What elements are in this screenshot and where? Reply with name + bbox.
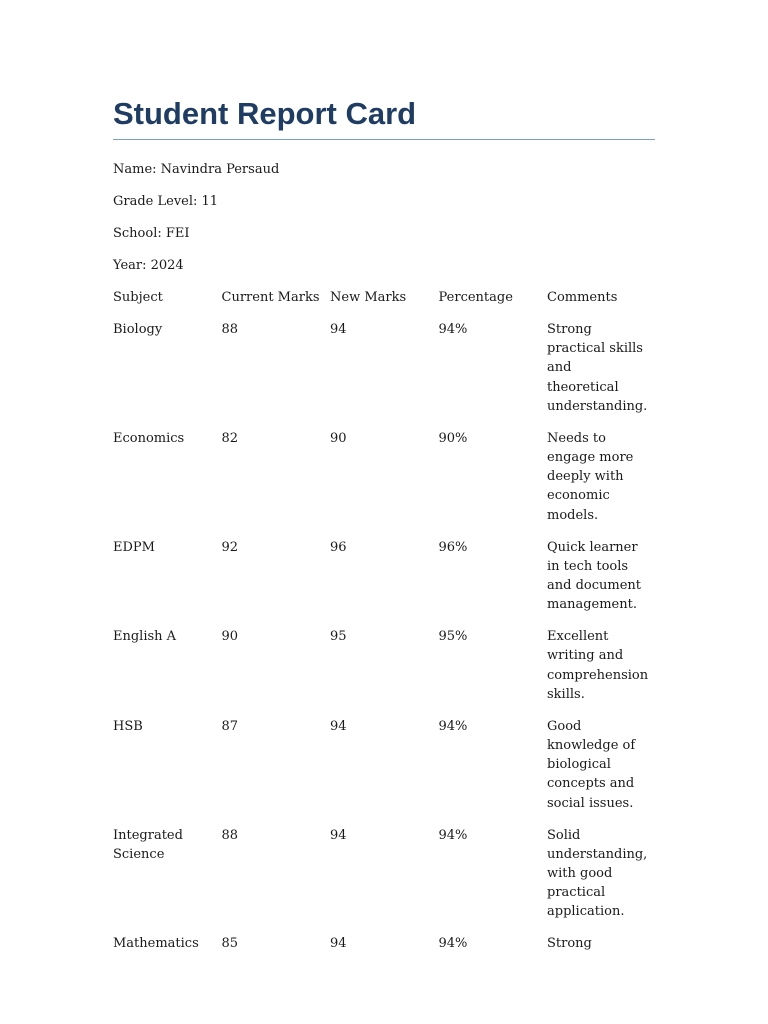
cell-subject: Biology xyxy=(113,322,163,337)
table-row xyxy=(113,627,655,717)
cell-current-marks: 88 xyxy=(221,322,239,337)
page-title: Student Report Card xyxy=(113,96,655,140)
grade-level: Grade Level: 11 xyxy=(113,194,219,209)
cell-new-marks: 94 xyxy=(330,827,347,843)
cell-comments: Needs to engage more deeply with economic models. xyxy=(547,430,634,523)
school-name: School: FEI xyxy=(113,226,190,241)
table-row xyxy=(113,717,655,826)
table-row xyxy=(113,934,655,966)
student-info xyxy=(113,160,655,288)
table-header-row xyxy=(113,288,655,320)
cell-subject: Integrated Science xyxy=(113,827,183,862)
header-new-marks: New Marks xyxy=(330,290,407,305)
cell-new-marks: 95 xyxy=(330,629,347,645)
cell-current-marks: 87 xyxy=(221,718,239,734)
cell-percentage: 94% xyxy=(438,322,468,337)
header-subject: Subject xyxy=(113,290,163,305)
school-year: Year: 2024 xyxy=(113,258,184,273)
cell-percentage: 94% xyxy=(438,936,468,952)
report-page xyxy=(113,96,655,966)
cell-new-marks: 94 xyxy=(330,718,347,734)
cell-comments: Quick learner in tech tools and document management. xyxy=(547,539,641,613)
cell-comments: Excellent writing and comprehension skills. xyxy=(547,629,649,702)
cell-current-marks: 85 xyxy=(221,936,239,952)
cell-percentage: 94% xyxy=(438,718,468,734)
cell-percentage: 90% xyxy=(438,430,468,446)
table-row xyxy=(113,320,655,429)
cell-comments: Good knowledge of biological concepts and social issues. xyxy=(547,718,636,811)
header-comments: Comments xyxy=(547,290,618,305)
cell-subject: English A xyxy=(113,629,177,645)
cell-percentage: 95% xyxy=(438,629,468,645)
cell-percentage: 94% xyxy=(438,827,468,843)
header-percentage: Percentage xyxy=(438,290,513,305)
cell-new-marks: 90 xyxy=(330,430,347,446)
cell-percentage: 96% xyxy=(438,539,468,555)
header-current-marks: Current Marks xyxy=(221,290,320,305)
cell-subject: EDPM xyxy=(113,539,155,555)
cell-comments: Strong practical skills and theoretical understanding. xyxy=(547,322,648,414)
cell-subject: Mathematics xyxy=(113,936,199,952)
cell-current-marks: 82 xyxy=(221,430,239,446)
cell-current-marks: 88 xyxy=(221,827,239,843)
table-row xyxy=(113,826,655,935)
cell-new-marks: 96 xyxy=(330,539,347,555)
cell-comments: Solid understanding, with good practical application. xyxy=(547,827,648,920)
table-row xyxy=(113,429,655,538)
student-name: Name: Navindra Persaud xyxy=(113,162,280,177)
cell-new-marks: 94 xyxy=(330,936,347,952)
cell-subject: HSB xyxy=(113,718,143,734)
cell-new-marks: 94 xyxy=(330,322,347,337)
cell-current-marks: 90 xyxy=(221,629,239,645)
cell-current-marks: 92 xyxy=(221,539,239,555)
table-row xyxy=(113,538,655,628)
cell-subject: Economics xyxy=(113,430,185,446)
grades-table xyxy=(113,288,655,966)
cell-comments: Strong xyxy=(547,936,592,952)
